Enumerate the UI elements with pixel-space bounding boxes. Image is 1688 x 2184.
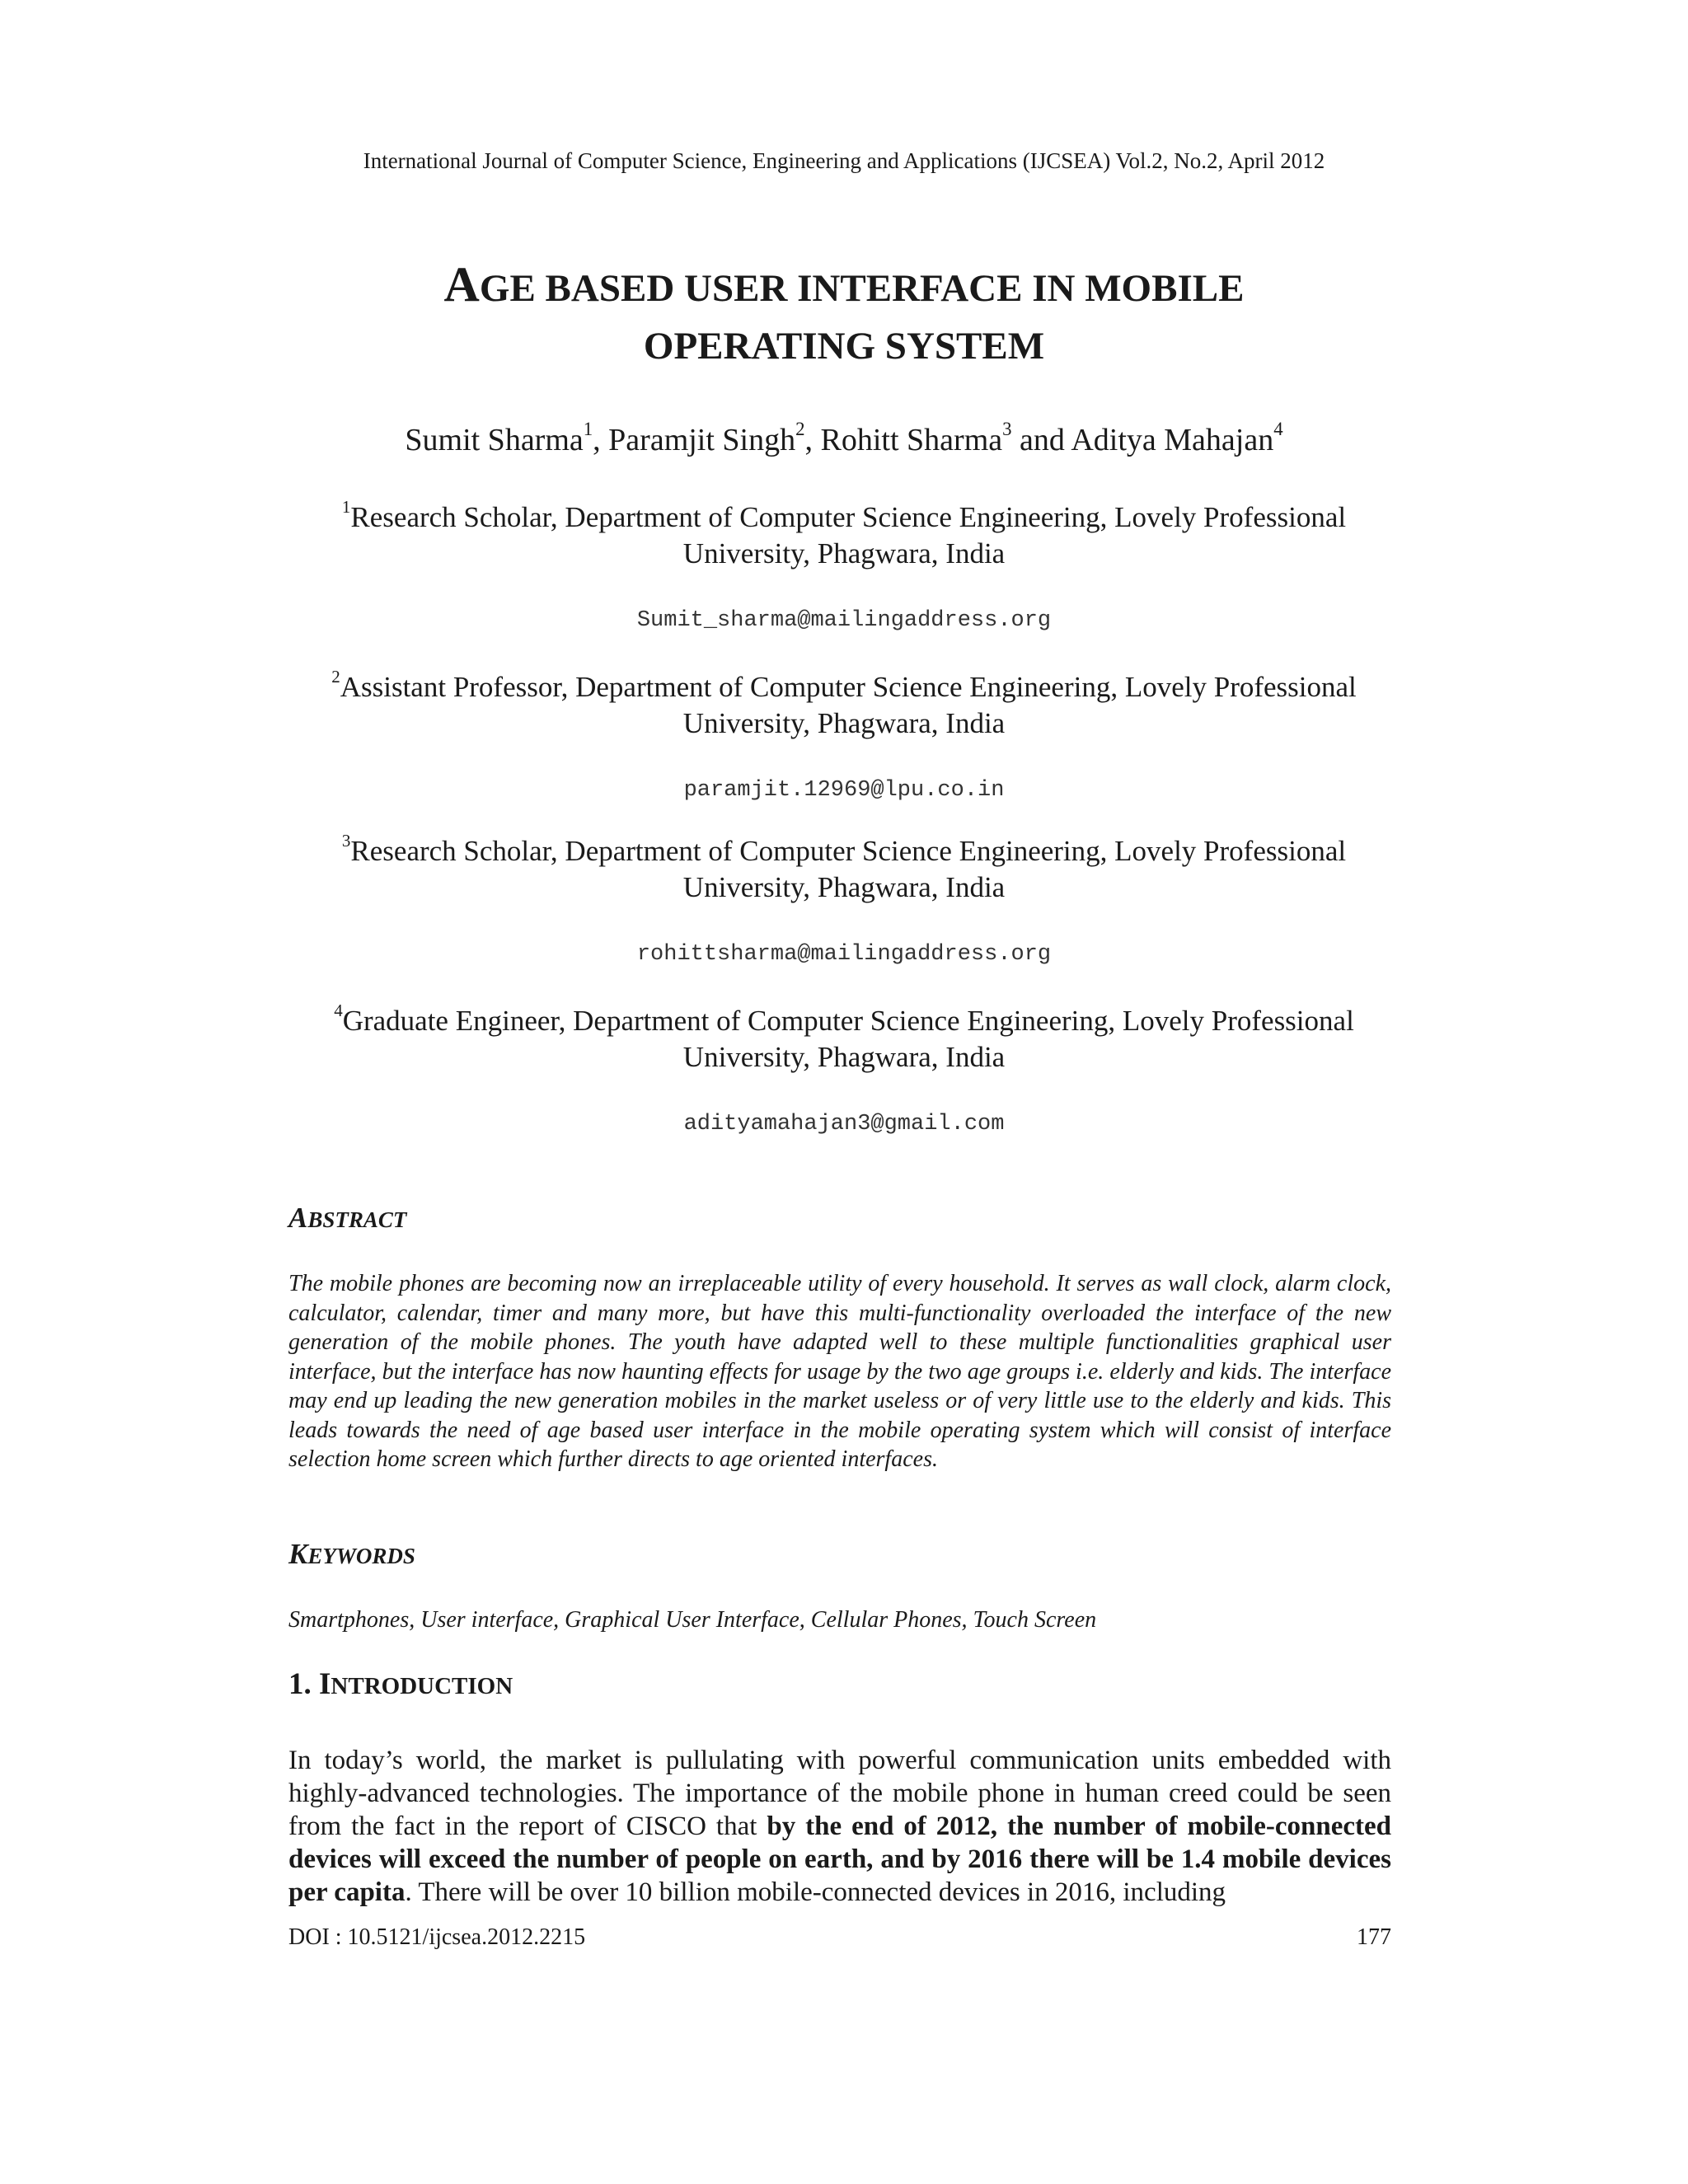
introduction-heading-rest: NTRODUCTION xyxy=(331,1673,513,1699)
affiliation-sup: 4 xyxy=(334,1001,343,1021)
affiliation xyxy=(0,499,1688,572)
affiliation xyxy=(0,1003,1688,1076)
author-email[interactable]: rohittsharma@mailingaddress.org xyxy=(636,942,1052,967)
affiliation-line-2: University, Phagwara, India xyxy=(682,871,1006,903)
introduction-heading-initial: I xyxy=(319,1667,331,1701)
affiliation-sup: 3 xyxy=(341,831,351,851)
journal-header: International Journal of Computer Science, Engineering and Applications (IJCSEA) Vol.2, No.2, April 2012 xyxy=(363,148,1325,173)
affiliation-sup: 2 xyxy=(331,667,340,687)
introduction-text-part-1: In today’s world, the market is pullulating with powerful communication units embedded with highly-advanced technologies. The importance of the mobile phone in human creed could be seen from the fact in the report of CISCO that xyxy=(288,1746,1391,1841)
author-separator: , xyxy=(804,423,821,457)
abstract-text: The mobile phones are becoming now an irreplaceable utility of every household. It serves as wall clock, alarm clock, calculator, calendar, timer and many more, but have this multi-functionality overloaded the interface of the new generation of the mobile phones. The youth have adapted well to these multiple functionalities graphical user interface, but the interface has now haunting effects for usage by the two age groups i.e. elderly and kids. The interface may end up leading the new generation mobiles in the market useless or of very little use to the elderly and kids. This leads towards the need of age based user interface in the mobile operating system which will consist of interface selection home screen which further directs to age oriented interfaces. xyxy=(288,1271,1391,1472)
keywords-heading-rest: EYWORDS xyxy=(307,1544,415,1568)
affiliation-sup: 1 xyxy=(341,497,351,518)
author-sup: 4 xyxy=(1273,418,1283,439)
affiliation-text: Assistant Professor, Department of Computer Science Engineering, Lovely Professional xyxy=(340,671,1357,703)
affiliation-text: Research Scholar, Department of Computer Science Engineering, Lovely Professional xyxy=(350,501,1347,533)
abstract-heading-rest: BSTRACT xyxy=(307,1207,407,1232)
keywords-text: Smartphones, User interface, Graphical User Interface, Cellular Phones, Touch Screen xyxy=(288,1607,1097,1633)
author-name: Aditya Mahajan xyxy=(1071,423,1274,457)
doi[interactable]: DOI : 10.5121/ijcsea.2012.2215 xyxy=(288,1924,586,1950)
affiliation-text: Research Scholar, Department of Computer Science Engineering, Lovely Professional xyxy=(350,835,1347,867)
title-line-1 xyxy=(0,255,1688,317)
author-list xyxy=(0,418,1688,458)
author-email[interactable]: paramjit.12969@lpu.co.in xyxy=(683,778,1005,803)
author-sup: 1 xyxy=(583,418,593,439)
author-sup: 3 xyxy=(1002,418,1012,439)
author-sup: 2 xyxy=(795,418,805,439)
affiliation-line-2: University, Phagwara, India xyxy=(682,707,1006,739)
title-line-1-rest: GE BASED USER INTERFACE IN MOBILE xyxy=(479,267,1245,310)
author-name: Paramjit Singh xyxy=(608,423,796,457)
affiliation-line-2: University, Phagwara, India xyxy=(682,537,1006,569)
affiliation-line-1 xyxy=(0,1003,1688,1039)
author-email[interactable]: Sumit_sharma@mailingaddress.org xyxy=(636,608,1052,633)
introduction-number: 1. xyxy=(288,1667,319,1701)
title-initial: A xyxy=(443,257,480,312)
introduction-text-part-2: . There will be over 10 billion mobile-connected devices in 2016, including xyxy=(405,1877,1226,1907)
keywords-heading-initial: K xyxy=(288,1538,308,1570)
title-line-2: OPERATING SYSTEM xyxy=(643,325,1045,368)
affiliation-line-1 xyxy=(0,669,1688,705)
author-separator: , xyxy=(593,423,609,457)
affiliation-text: Graduate Engineer, Department of Computer Science Engineering, Lovely Professional xyxy=(342,1005,1354,1037)
affiliation-line-2: University, Phagwara, India xyxy=(682,1041,1006,1073)
introduction-text xyxy=(288,1744,1391,1909)
author-name: Sumit Sharma xyxy=(405,423,584,457)
affiliation xyxy=(0,669,1688,742)
author-email[interactable]: adityamahajan3@gmail.com xyxy=(683,1112,1005,1137)
page-number: 177 xyxy=(1357,1924,1391,1950)
author-name: Rohitt Sharma xyxy=(820,423,1003,457)
affiliation xyxy=(0,833,1688,906)
introduction-heading xyxy=(288,1666,513,1702)
introduction-text-bold: by the end of 2012, the number of mobile-connected devices will exceed the number of people on earth, and by 2016 there will be 1.4 mobile devices per capita xyxy=(288,1811,1391,1907)
abstract-heading xyxy=(288,1202,406,1235)
author-separator: and xyxy=(1011,423,1071,457)
affiliation-line-1 xyxy=(0,833,1688,869)
keywords-heading xyxy=(288,1538,415,1571)
abstract-heading-initial: A xyxy=(288,1202,308,1234)
affiliation-line-1 xyxy=(0,499,1688,536)
page-footer xyxy=(288,1924,1391,1951)
paper-title xyxy=(0,255,1688,375)
